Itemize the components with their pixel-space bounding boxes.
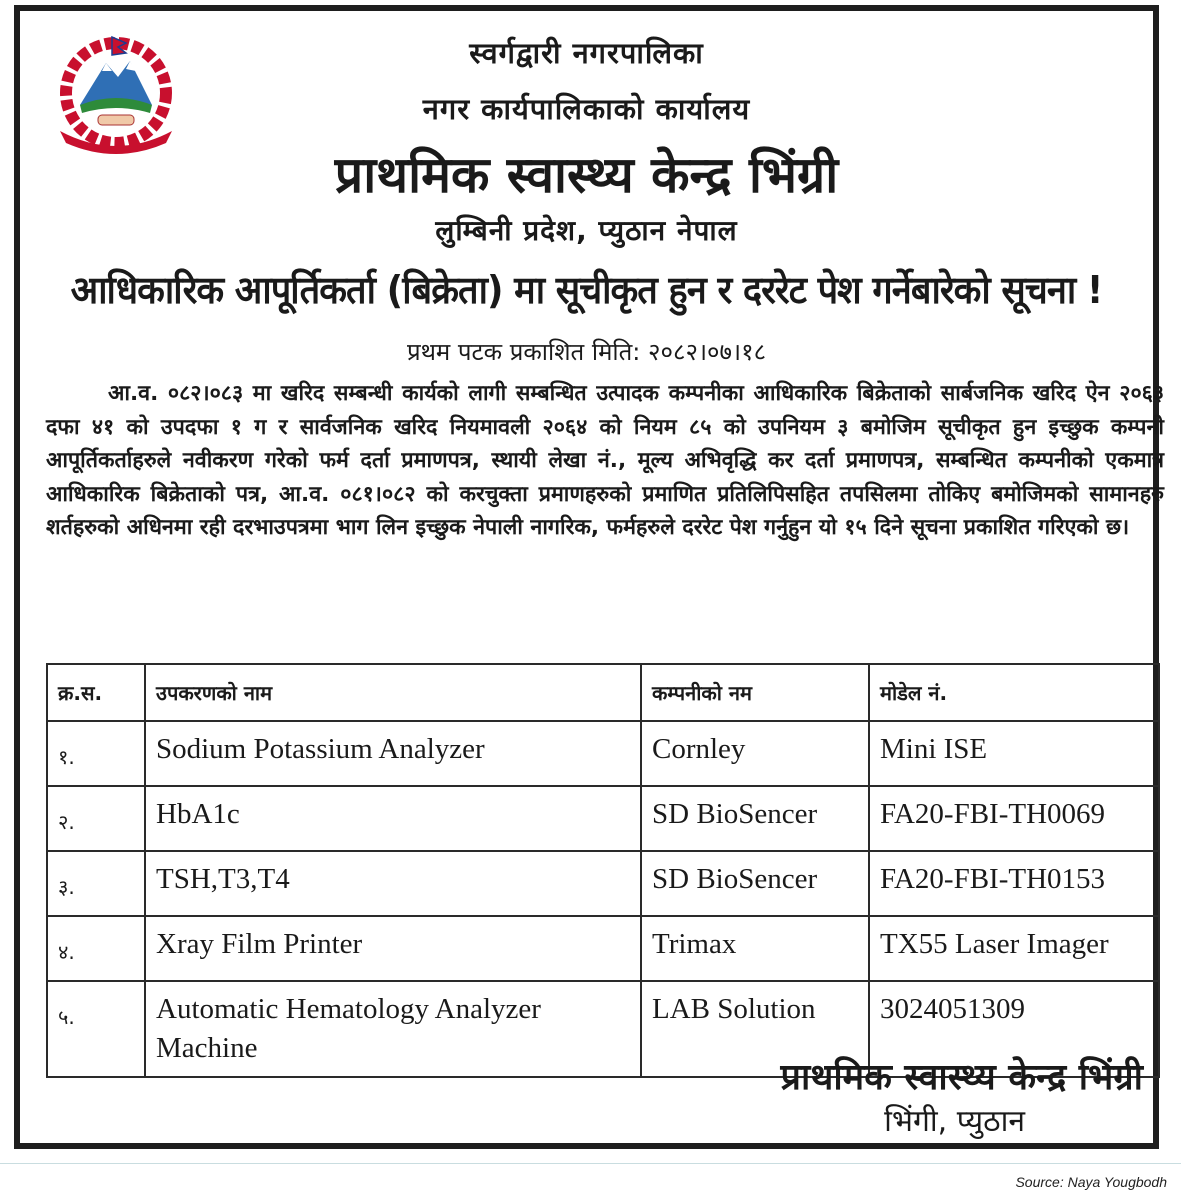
table-row xyxy=(47,721,1159,786)
row-serial: ३. xyxy=(47,851,145,916)
location: लुम्बिनी प्रदेश, प्युठान नेपाल xyxy=(435,214,738,247)
row-company: SD BioSencer xyxy=(641,851,869,916)
row-model: Mini ISE xyxy=(869,721,1159,786)
header-item-name: उपकरणको नाम xyxy=(145,664,641,721)
divider xyxy=(0,1163,1181,1164)
row-model: FA20-FBI-TH0153 xyxy=(869,851,1159,916)
signature-place: भिंगी, प्युठान xyxy=(884,1104,1025,1139)
published-date: प्रथम पटक प्रकाशित मिति: २०८२।०७।१८ xyxy=(406,338,767,366)
header-company: कम्पनीको नम xyxy=(641,664,869,721)
notice-title: आधिकारिक आपूर्तिकर्ता (बिक्रेता) मा सूचीकृत हुन र दररेट पेश गर्नेबारेको सूचना ! xyxy=(70,268,1103,312)
equipment-table xyxy=(46,663,1160,1078)
row-company: LAB Solution xyxy=(641,981,869,1077)
row-item: Sodium Potassium Analyzer xyxy=(145,721,641,786)
row-model: 3024051309 xyxy=(869,981,1159,1077)
header-model: मोडेल नं. xyxy=(869,664,1159,721)
signature-office: प्राथमिक स्वास्थ्य केन्द्र भिंग्री xyxy=(780,1057,1143,1098)
row-item: HbA1c xyxy=(145,786,641,851)
table-row xyxy=(47,916,1159,981)
row-company: Cornley xyxy=(641,721,869,786)
row-serial: ४. xyxy=(47,916,145,981)
table-header-row xyxy=(47,664,1159,721)
notice-body: आ.व. ०८२।०८३ मा खरिद सम्बन्धी कार्यको लागी सम्बन्धित उत्पादक कम्पनीका आधिकारिक बिक्रेताको सार्बजनिक खरिद ऐन २०६३ दफा ४१ को उपदफा १ ग र सार्वजनिक खरिद नियमावली २०६४ को नियम ८५ को उपनियम ३ बमोजिम सूचीकृत हुन इच्छुक कम्पनी आपूर्तिकर्ताहरुले नवीकरण गरेको फर्म दर्ता प्रमाणपत्र, स्थायी लेखा नं., मूल्य अभिवृद्धि कर दर्ता प्रमाणपत्र, सम्बन्धित कम्पनीको एकमात्र आधिकारिक बिक्रेताको पत्र, आ.व. ०८१।०८२ को करचुक्ता प्रमाणहरुको प्रमाणित प्रतिलिपिसहित तपसिलमा तोकिए बमोजिमको सामानहरु शर्तहरुको अधिनमा रही दरभाउपत्रमा भाग लिन इच्छुक नेपाली नागरिक, फर्महरुले दररेट पेश गर्नुहुन यो १५ दिने सूचना प्रकाशित गरिएको छ। xyxy=(46,381,1164,540)
row-serial: २. xyxy=(47,786,145,851)
row-model: TX55 Laser Imager xyxy=(869,916,1159,981)
header-serial: क्र.स. xyxy=(47,664,145,721)
row-item: Automatic Hematology Analyzer Machine xyxy=(145,981,641,1077)
row-item: TSH,T3,T4 xyxy=(145,851,641,916)
health-center-title: प्राथमिक स्वास्थ्य केन्द्र भिंग्री xyxy=(334,146,839,204)
source-credit: Source: Naya Yougbodh xyxy=(1015,1174,1167,1190)
table-row xyxy=(47,851,1159,916)
table-row xyxy=(47,786,1159,851)
row-model: FA20-FBI-TH0069 xyxy=(869,786,1159,851)
notice-frame xyxy=(14,5,1164,1149)
row-serial: १. xyxy=(47,721,145,786)
row-item: Xray Film Printer xyxy=(145,916,641,981)
row-serial: ५. xyxy=(47,981,145,1077)
municipality-name: स्वर्गद्वारी नगरपालिका xyxy=(469,36,704,70)
office-name: नगर कार्यपालिकाको कार्यालय xyxy=(422,92,751,126)
row-company: SD BioSencer xyxy=(641,786,869,851)
row-company: Trimax xyxy=(641,916,869,981)
